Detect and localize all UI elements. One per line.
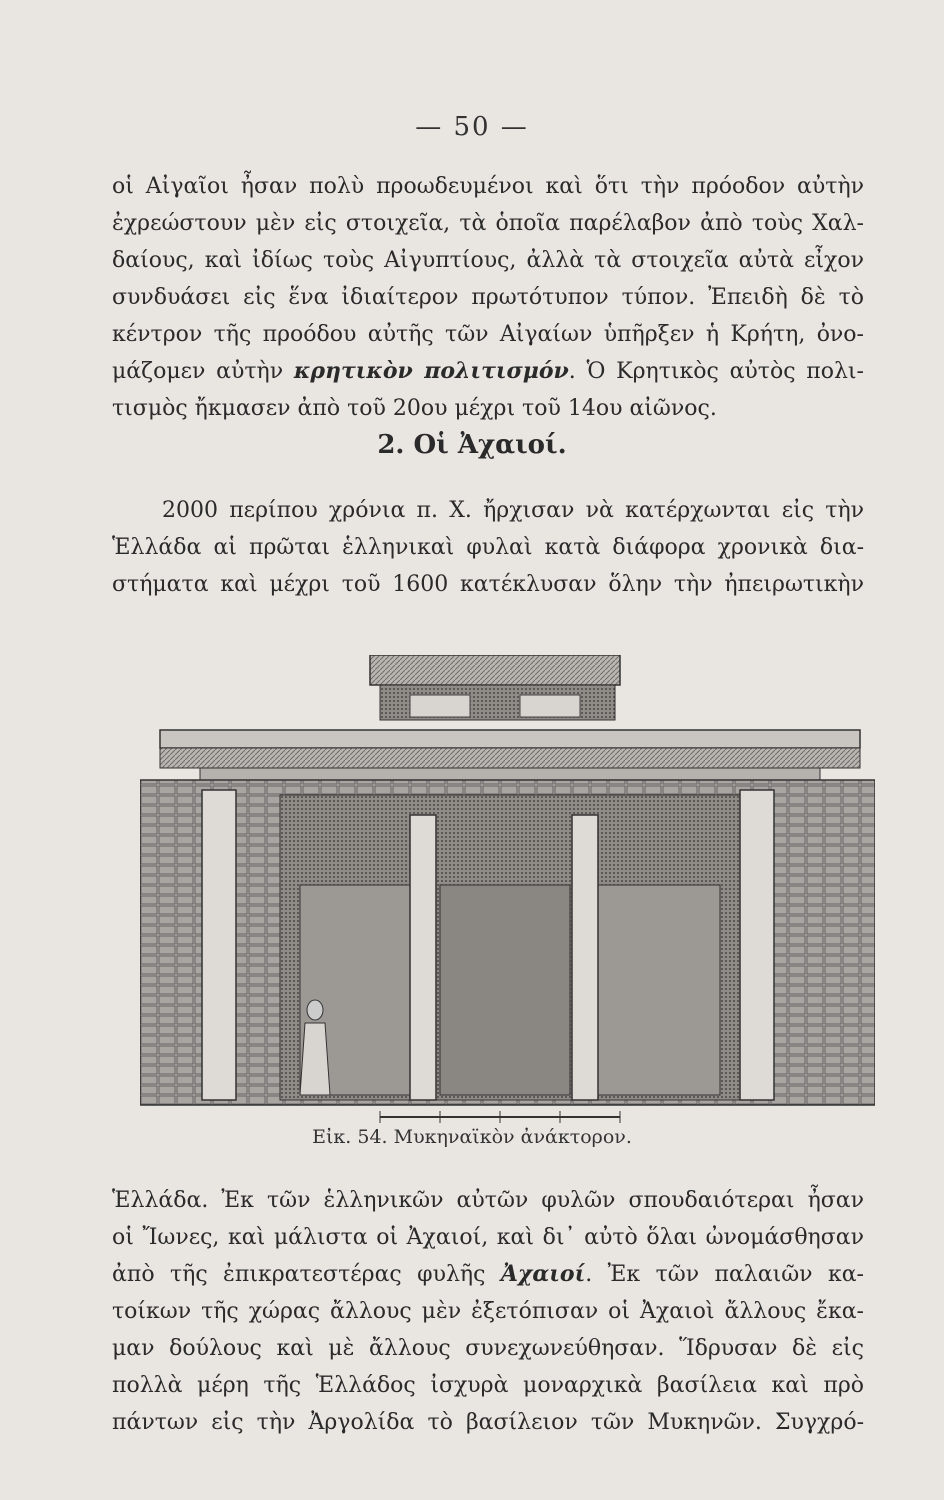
text-line: κέντρον τῆς προόδου αὐτῆς τῶν Αἰγαίων ὑπῆρξεν ἡ Κρήτη, ὀνο- <box>112 322 864 347</box>
text-line: τισμὸς ἤκμασεν ἀπὸ τοῦ 20ου μέχρι τοῦ 14ου αἰῶνος. <box>112 396 717 421</box>
text-line: πάντων εἰς τὴν Ἀργολίδα τὸ βασίλειον τῶν Μυκηνῶν. Συγχρό- <box>112 1410 864 1435</box>
text-line <box>112 353 864 390</box>
text-line: οἱ Ἴωνες, καὶ μάλιστα οἱ Ἀχαιοί, καὶ δι᾽ αὐτὸ ὅλαι ὠνομάσθησαν <box>112 1225 864 1250</box>
text-line: οἱ Αἰγαῖοι ἦσαν πολὺ προωδευμένοι καὶ ὅτι τὴν πρόοδον αὐτὴν <box>112 174 864 199</box>
text-line <box>112 1256 864 1293</box>
figure-caption: Εἰκ. 54. Μυκηναϊκὸν ἀνάκτορον. <box>312 1126 632 1148</box>
text-line: δαίους, καὶ ἰδίως τοὺς Αἰγυπτίους, ἀλλὰ τὰ στοιχεῖα αὐτὰ εἶχον <box>112 248 864 273</box>
text-fragment: . Ὁ Κρητικὸς αὐτὸς πολι- <box>568 359 864 384</box>
text-line: συνδυάσει εἰς ἕνα ἰδιαίτερον πρωτότυπον τύπον. Ἐπειδὴ δὲ τὸ <box>112 285 864 310</box>
text-line: 2000 περίπου χρόνια π. Χ. ἤρχισαν νὰ κατέρχωνται εἰς τὴν <box>162 498 864 523</box>
text-line: τοίκων τῆς χώρας ἄλλους μὲν ἐξετόπισαν οἱ Ἀχαιοὶ ἄλλους ἔκα- <box>112 1299 864 1324</box>
text-fragment: ἀπὸ τῆς ἐπικρατεστέρας φυλῆς <box>112 1262 501 1287</box>
text-line: ἐχρεώστουν μὲν εἰς στοιχεῖα, τὰ ὁποῖα παρέλαβον ἀπὸ τοὺς Χαλ- <box>112 211 864 236</box>
text-line: Ἑλλάδα. Ἐκ τῶν ἑλληνικῶν αὐτῶν φυλῶν σπουδαιότεραι ἦσαν <box>112 1188 864 1213</box>
text-line: στήματα καὶ μέχρι τοῦ 1600 κατέκλυσαν ὅλην τὴν ἠπειρωτικὴν <box>112 572 864 597</box>
section-heading: 2. Οἱ Ἀχαιοί. <box>377 430 567 460</box>
paragraph-aegean <box>112 168 864 427</box>
text-fragment: . Ἐκ τῶν παλαιῶν κα- <box>585 1262 864 1287</box>
text-fragment: μάζομεν αὐτὴν <box>112 359 294 384</box>
text-line: πολλὰ μέρη τῆς Ἑλλάδος ἰσχυρὰ μοναρχικὰ βασίλεια καὶ πρὸ <box>112 1373 864 1398</box>
mycenaean-palace-illustration <box>140 655 875 1135</box>
emphasized-term: κρητικὸν πολιτισμόν <box>293 358 569 384</box>
emphasized-term: Ἀχαιοί <box>500 1261 586 1287</box>
text-line: Ἑλλάδα αἱ πρῶται ἑλληνικαὶ φυλαὶ κατὰ διάφορα χρονικὰ δια- <box>112 535 864 560</box>
paragraph-achaeans-kingdoms <box>112 1182 864 1441</box>
paragraph-achaeans-arrival <box>112 492 864 603</box>
text-line: μαν δούλους καὶ μὲ ἄλλους συνεχωνεύθησαν. Ἵδρυσαν δὲ εἰς <box>112 1336 864 1361</box>
page-number: — 50 — <box>415 112 529 142</box>
